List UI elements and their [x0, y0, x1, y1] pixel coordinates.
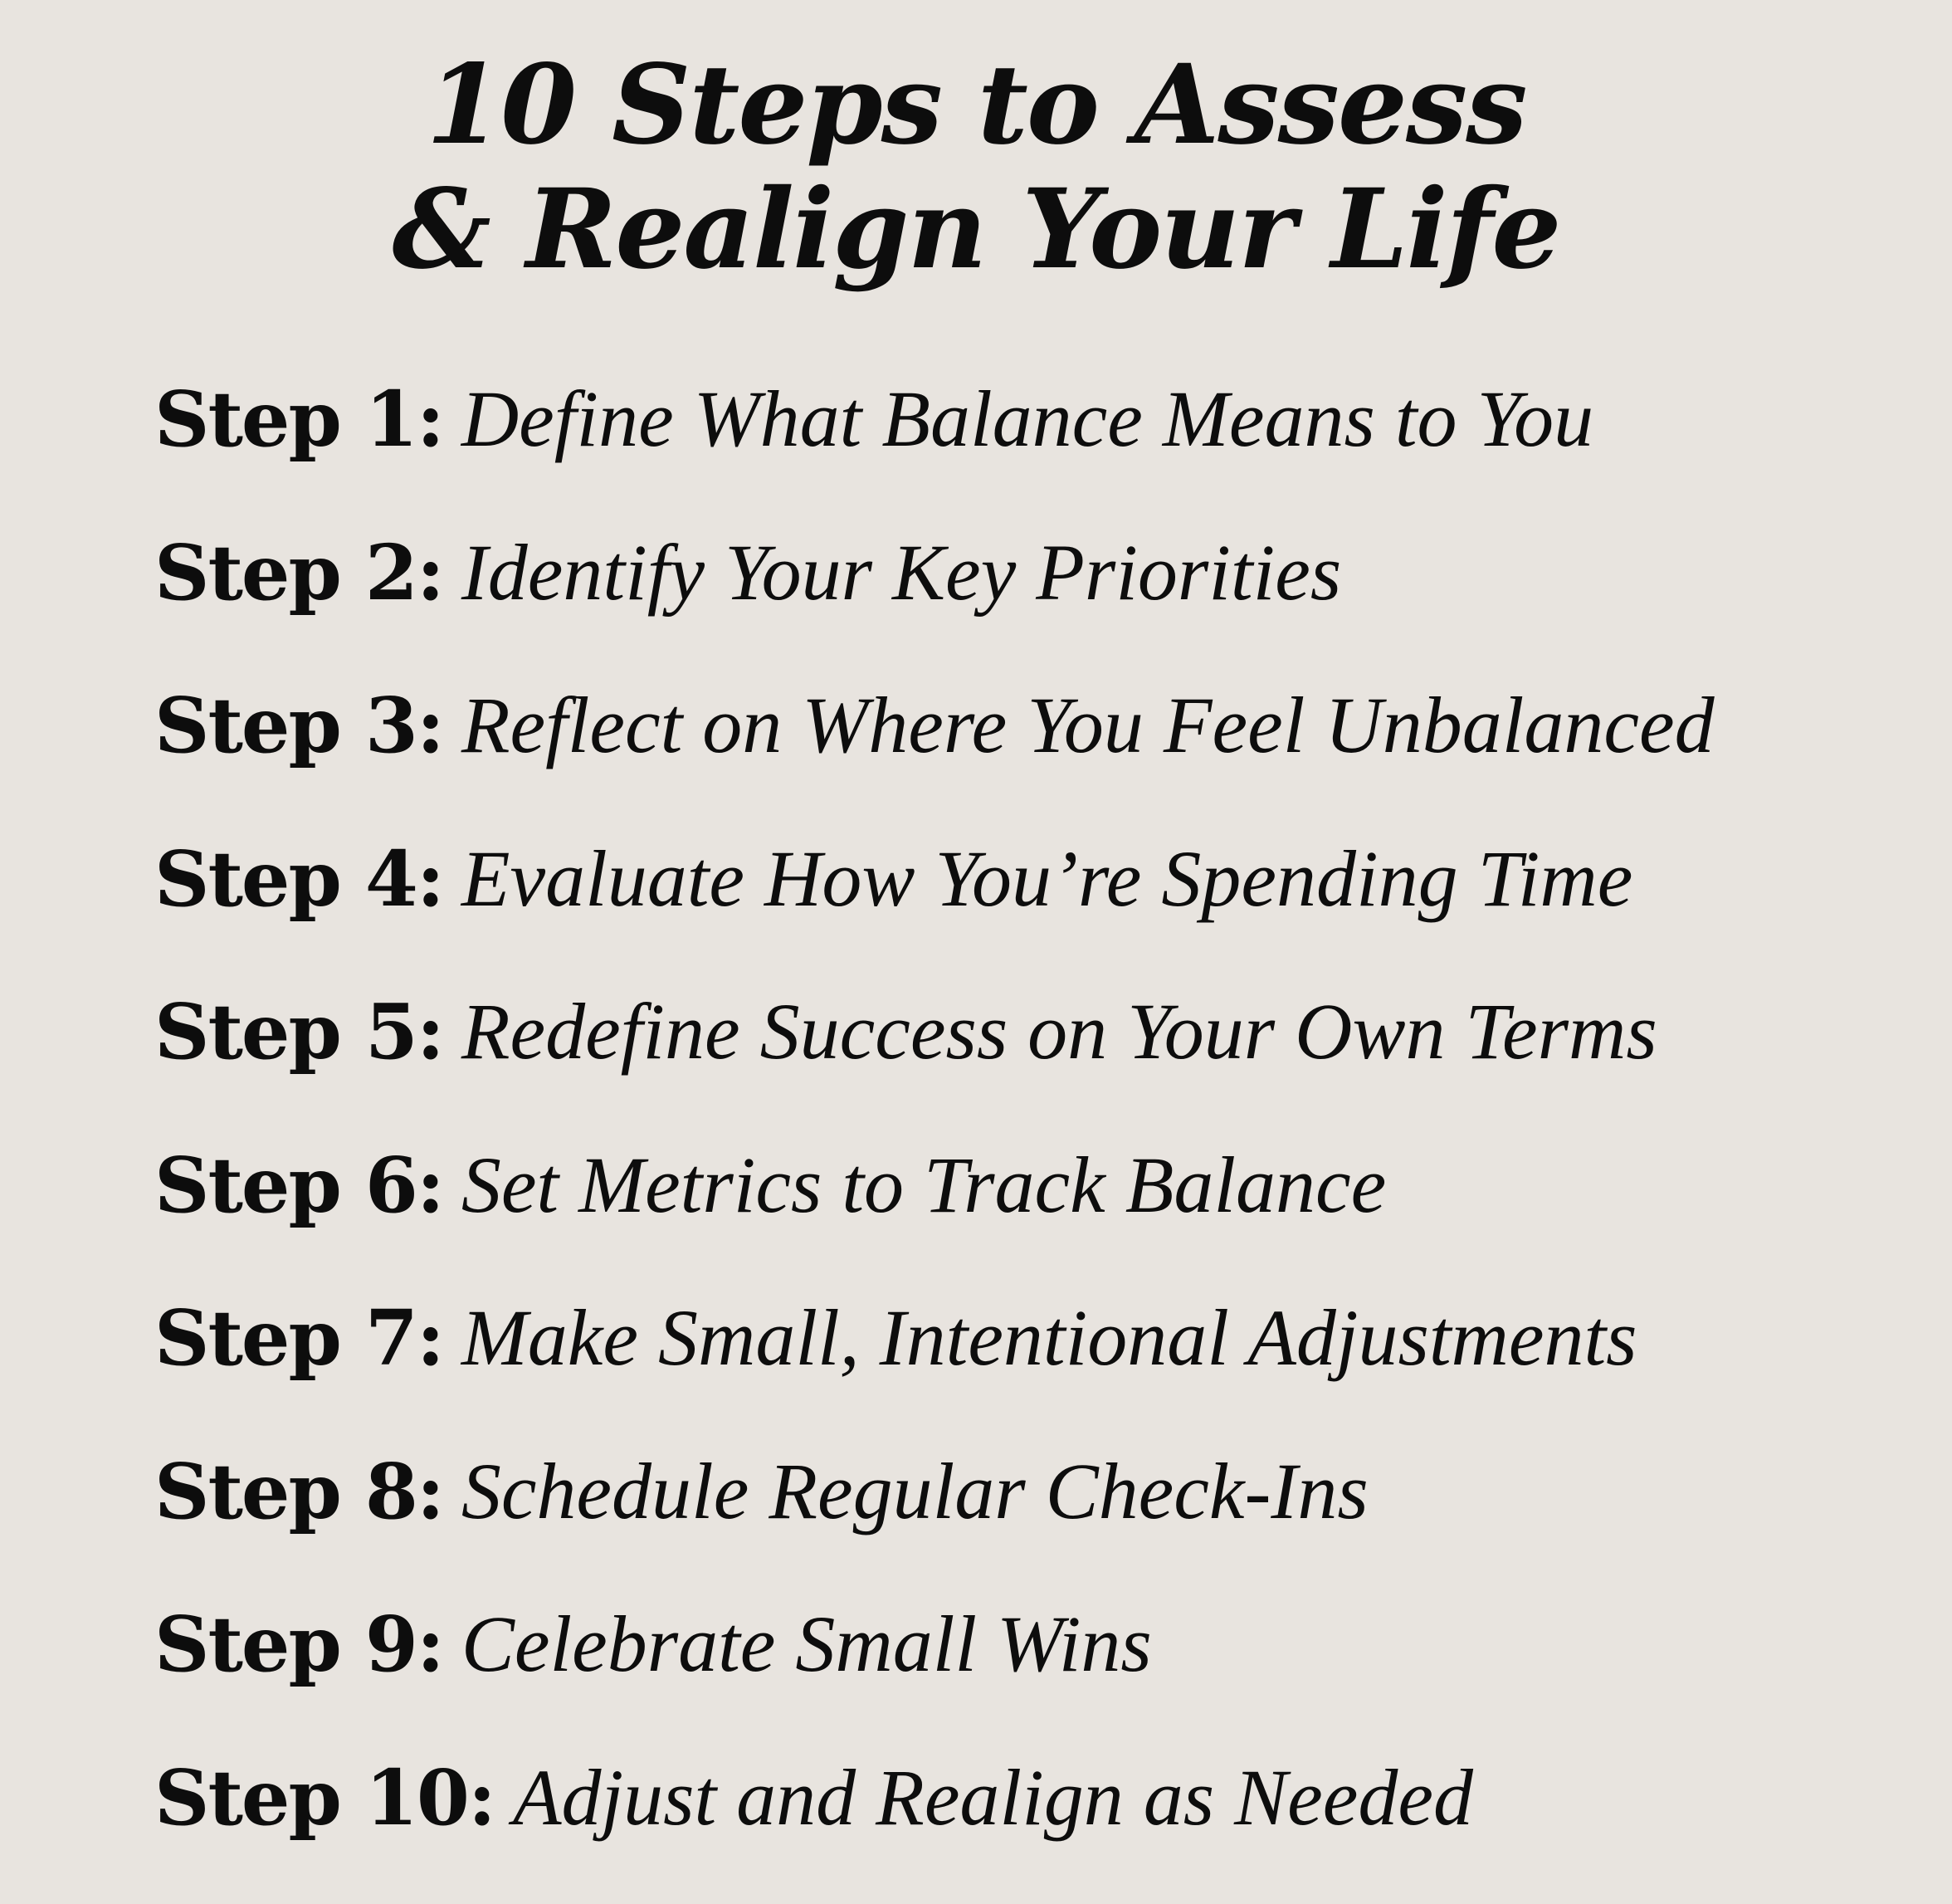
step-label: Step 5:: [154, 987, 443, 1076]
step-item-4: [154, 825, 1856, 979]
step-item-9: [154, 1590, 1856, 1744]
step-label: Step 8:: [154, 1446, 443, 1536]
step-label: Step 10:: [154, 1752, 495, 1843]
step-text: Identify Your Key Priorities: [461, 527, 1342, 617]
step-item-7: [154, 1284, 1856, 1438]
step-label: Step 9:: [154, 1599, 443, 1689]
title-line-1: 10 Steps to Assess: [426, 41, 1526, 169]
step-label: Step 4:: [154, 833, 443, 924]
step-item-2: [154, 519, 1856, 672]
step-label: Step 1:: [154, 374, 443, 464]
step-item-5: [154, 978, 1856, 1131]
step-item-10: [154, 1744, 1856, 1897]
step-text: Reflect on Where You Feel Unbalanced: [461, 681, 1715, 769]
title-line-2: & Realign Your Life: [392, 165, 1560, 294]
step-text: Redefine Success on Your Own Terms: [461, 987, 1657, 1076]
step-label: Step 3:: [154, 681, 443, 770]
step-label: Step 6:: [154, 1140, 443, 1230]
step-text: Schedule Regular Check-Ins: [461, 1446, 1369, 1535]
page-title: [0, 43, 1952, 292]
step-item-3: [154, 671, 1856, 825]
step-text: Evaluate How You’re Spending Time: [461, 833, 1633, 923]
step-label: Step 2:: [154, 527, 443, 618]
step-text: Make Small, Intentional Adjustments: [461, 1293, 1637, 1382]
step-item-8: [154, 1438, 1856, 1591]
step-text: Celebrate Small Wins: [461, 1599, 1152, 1688]
steps-list: [154, 365, 1856, 1897]
step-label: Step 7:: [154, 1293, 443, 1383]
step-item-1: [154, 365, 1856, 519]
step-text: Define What Balance Means to You: [461, 374, 1594, 463]
step-text: Adjust and Realign as Needed: [512, 1752, 1473, 1842]
step-text: Set Metrics to Track Balance: [461, 1140, 1387, 1229]
step-item-6: [154, 1131, 1856, 1285]
